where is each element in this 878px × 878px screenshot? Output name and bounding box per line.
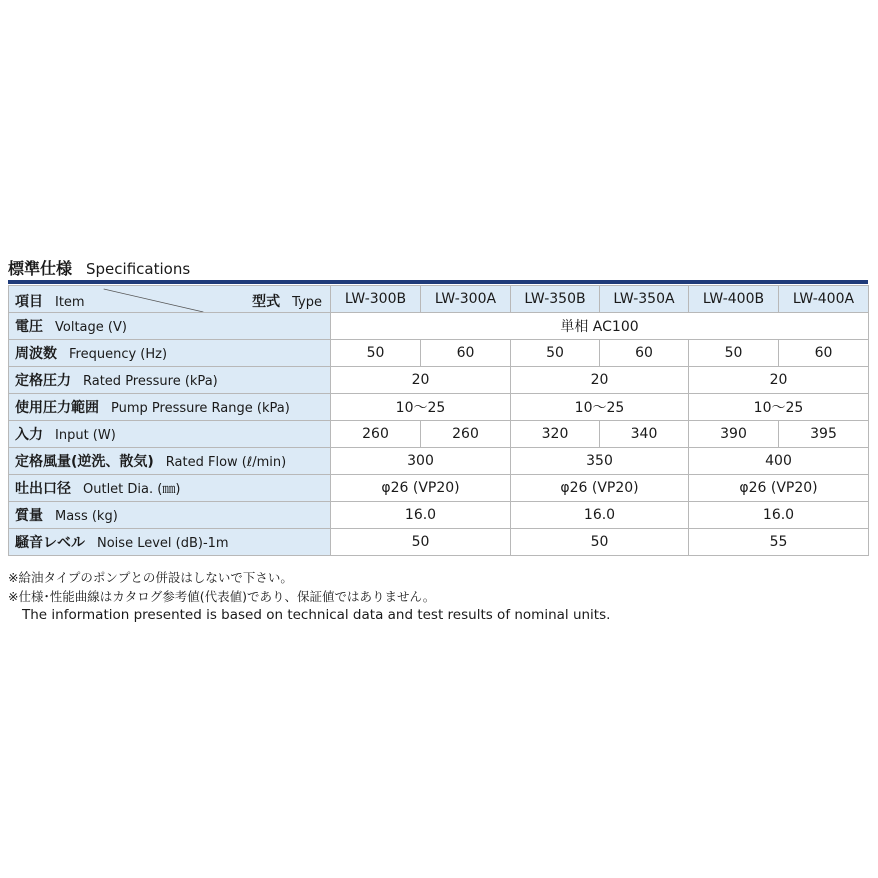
footnote-3: The information presented is based on technical data and test results of nominal units. [22, 607, 611, 623]
row-label: 使用圧力範囲 Pump Pressure Range (kPa) [9, 394, 331, 421]
table-cell: 340 [600, 421, 689, 448]
table-cell: 20 [511, 367, 689, 394]
spec-table [8, 285, 869, 556]
row-noise [9, 529, 869, 556]
table-cell: 50 [689, 340, 779, 367]
table-cell: 20 [689, 367, 869, 394]
table-cell: 16.0 [689, 502, 869, 529]
model-header: LW-350A [600, 286, 689, 313]
model-header: LW-350B [511, 286, 600, 313]
table-cell: φ26 (VP20) [511, 475, 689, 502]
title-rule [8, 280, 868, 284]
model-header: LW-300A [421, 286, 511, 313]
table-cell: 260 [421, 421, 511, 448]
row-label: 定格圧力 Rated Pressure (kPa) [9, 367, 331, 394]
table-cell: 10～25 [511, 394, 689, 421]
table-cell: 10～25 [331, 394, 511, 421]
model-header: LW-400B [689, 286, 779, 313]
table-cell: 50 [511, 529, 689, 556]
table-cell: φ26 (VP20) [689, 475, 869, 502]
row-pressure-range [9, 394, 869, 421]
row-outlet [9, 475, 869, 502]
row-mass [9, 502, 869, 529]
table-cell: 350 [511, 448, 689, 475]
footnotes [8, 568, 610, 625]
table-cell: φ26 (VP20) [331, 475, 511, 502]
row-label: 周波数 Frequency (Hz) [9, 340, 331, 367]
row-frequency [9, 340, 869, 367]
table-cell: 60 [421, 340, 511, 367]
row-label: 電圧 Voltage (V) [9, 313, 331, 340]
row-voltage [9, 313, 869, 340]
title-jp: 標準仕様 [8, 259, 73, 278]
row-input [9, 421, 869, 448]
table-cell: 390 [689, 421, 779, 448]
title-en: Specifications [86, 260, 191, 278]
table-cell: 50 [331, 529, 511, 556]
row-label: 吐出口径 Outlet Dia. (㎜) [9, 475, 331, 502]
header-row [9, 286, 869, 313]
table-cell: 55 [689, 529, 869, 556]
header-type: 型式 Type [252, 294, 322, 310]
table-cell: 50 [331, 340, 421, 367]
header-corner-cell [9, 286, 331, 313]
row-rated-pressure [9, 367, 869, 394]
table-cell: 300 [331, 448, 511, 475]
footnote-2: ※仕様･性能曲線はカタログ参考値(代表値)であり、保証値ではありません。 [8, 589, 436, 604]
table-cell: 16.0 [511, 502, 689, 529]
table-cell: 60 [600, 340, 689, 367]
row-rated-flow [9, 448, 869, 475]
header-item: 項目 Item [15, 294, 85, 310]
table-cell: 16.0 [331, 502, 511, 529]
row-label: 入力 Input (W) [9, 421, 331, 448]
voltage-value: 単相 AC100 [331, 313, 869, 340]
table-cell: 400 [689, 448, 869, 475]
row-label: 質量 Mass (kg) [9, 502, 331, 529]
table-cell: 10～25 [689, 394, 869, 421]
table-cell: 320 [511, 421, 600, 448]
table-cell: 20 [331, 367, 511, 394]
footnote-1: ※給油タイプのポンプとの併設はしないで下さい。 [8, 570, 293, 585]
model-header: LW-400A [779, 286, 869, 313]
row-label: 騒音レベル Noise Level (dB)-1m [9, 529, 331, 556]
table-cell: 395 [779, 421, 869, 448]
table-cell: 260 [331, 421, 421, 448]
model-header: LW-300B [331, 286, 421, 313]
table-cell: 60 [779, 340, 869, 367]
table-cell: 50 [511, 340, 600, 367]
section-title [8, 256, 190, 278]
row-label: 定格風量(逆洗、散気) Rated Flow (ℓ/min) [9, 448, 331, 475]
